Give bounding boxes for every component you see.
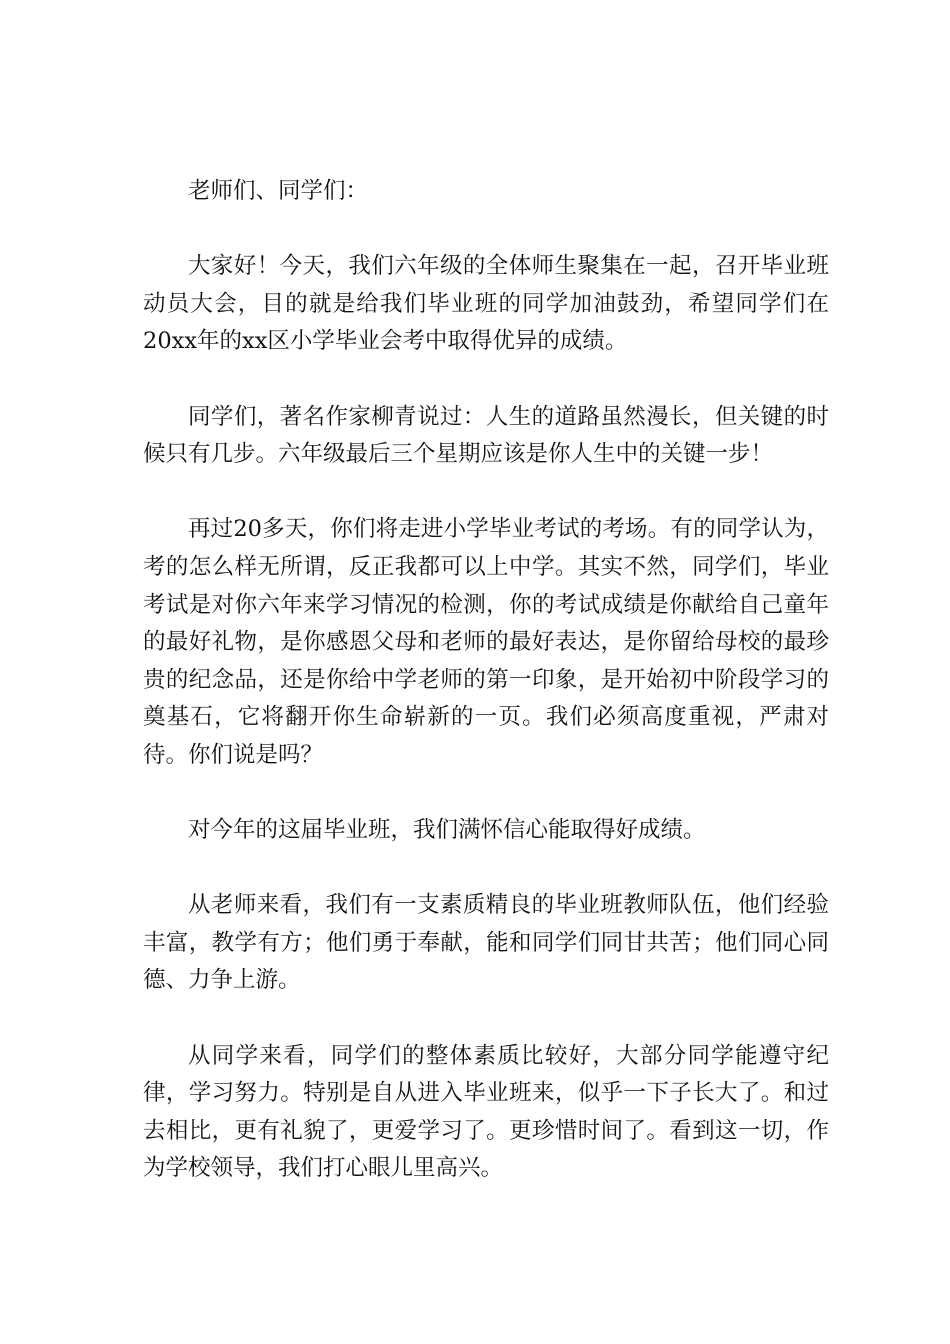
paragraph-salutation: 老师们、同学们： <box>188 178 369 204</box>
paragraph-exam: 再过20多天，你们将走进小学毕业考试的考场。有的同学认为，考的怎么样无所谓，反正我都可以上中学。其实不然，同学们，毕业考试是对你六年来学习情况的检测，你的考试成绩是你献给自己童年的最好礼物，是你感恩父母和老师的最好表达，是你留给母校的最珍贵的纪念品，还是你给中学老师的第一印象，是开始初中阶段学习的奠基石，它将翻开你生命崭新的一页。我们必须高度重视，严肃对待。你们说是吗？ <box>143 516 829 768</box>
document-body <box>143 173 829 1188</box>
paragraph-quote: 同学们，著名作家柳青说过：人生的道路虽然漫长，但关键的时候只有几步。六年级最后三个星期应该是你人生中的关键一步！ <box>143 403 829 468</box>
paragraph-greeting: 大家好！今天，我们六年级的全体师生聚集在一起，召开毕业班动员大会，目的就是给我们毕业班的同学加油鼓劲，希望同学们在20xx年的xx区小学毕业会考中取得优异的成绩。 <box>143 253 829 355</box>
paragraph-students: 从同学来看，同学们的整体素质比较好，大部分同学能遵守纪律，学习努力。特别是自从进入毕业班来，似乎一下子长大了。和过去相比，更有礼貌了，更爱学习了。更珍惜时间了。看到这一切，作为学校领导，我们打心眼儿里高兴。 <box>143 1042 829 1182</box>
paragraph-confidence: 对今年的这届毕业班，我们满怀信心能取得好成绩。 <box>188 817 706 844</box>
paragraph-teachers: 从老师来看，我们有一支素质精良的毕业班教师队伍，他们经验丰富，教学有方；他们勇于奉献，能和同学们同甘共苦；他们同心同德、力争上游。 <box>143 892 829 994</box>
